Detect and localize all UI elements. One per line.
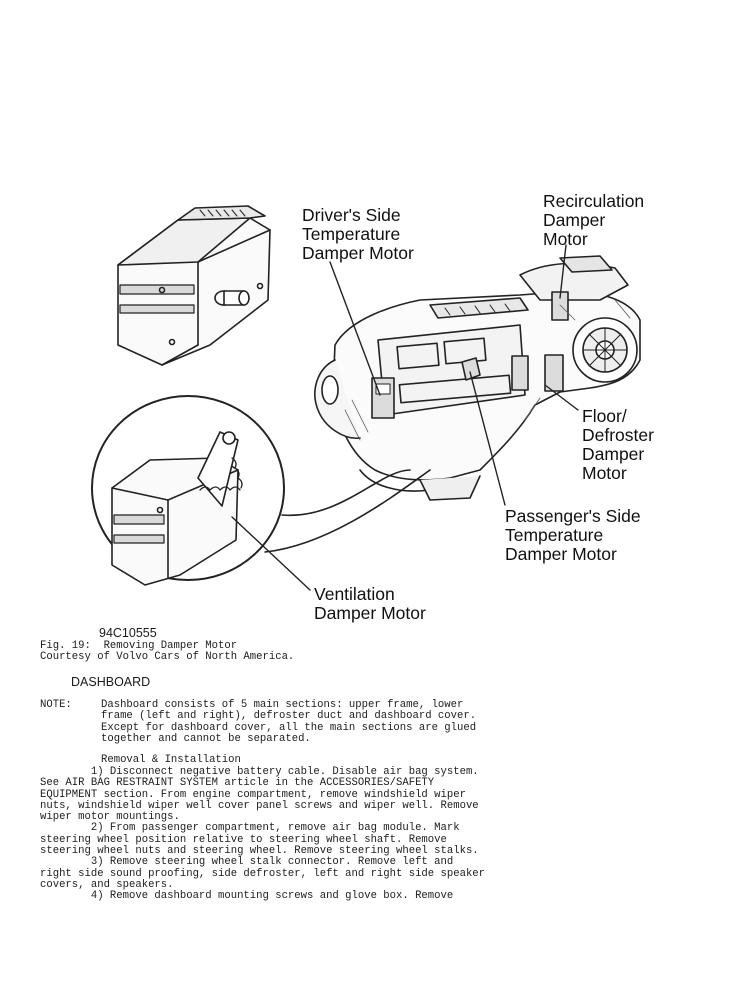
- note-line: Dashboard consists of 5 main sections: upper frame, lower: [101, 699, 464, 711]
- callout-line: Damper: [543, 210, 606, 230]
- callout-passenger-side-temperature-damper-motor: [505, 507, 641, 564]
- callout-line: Ventilation: [314, 584, 395, 604]
- procedure-body: [40, 767, 485, 903]
- callout-line: Damper Motor: [302, 243, 414, 263]
- figure-caption: Fig. 19: Removing Damper Motor: [40, 640, 238, 652]
- procedure-line: wiper motor mountings.: [40, 811, 180, 824]
- callout-floor-defroster-damper-motor: [582, 407, 654, 483]
- procedure-line: steering wheel nuts and steering wheel. Remove steering wheel stalks.: [40, 845, 479, 858]
- callout-line: Defroster: [582, 425, 654, 445]
- procedure-line: steering wheel position relative to steering wheel shaft. Remove: [40, 833, 447, 846]
- procedure-line: covers, and speakers.: [40, 878, 174, 891]
- callout-line: Passenger's Side: [505, 506, 641, 526]
- note-line: frame (left and right), defroster duct and dashboard cover.: [101, 710, 477, 723]
- figure-courtesy: Courtesy of Volvo Cars of North America.: [40, 651, 295, 663]
- figure-id: 94C10555: [99, 626, 157, 640]
- callout-recirculation-damper-motor: [543, 192, 644, 249]
- callout-line: Temperature: [505, 525, 604, 545]
- procedure-line: 4) Remove dashboard mounting screws and glove box. Remove: [40, 890, 454, 903]
- callout-driver-side-temperature-damper-motor: [302, 206, 414, 263]
- callout-line: Motor: [582, 463, 627, 483]
- callout-line: Damper: [582, 444, 645, 464]
- procedure-line: right side sound proofing, side defroster, left and right side speaker: [40, 867, 486, 880]
- callout-ventilation-damper-motor: [314, 585, 426, 623]
- procedure-line: See AIR BAG RESTRAINT SYSTEM article in the ACCESSORIES/SAFETY: [40, 777, 435, 790]
- note-label: NOTE:: [40, 699, 72, 711]
- callout-line: Floor/: [582, 406, 627, 426]
- section-heading: DASHBOARD: [71, 675, 151, 689]
- callout-line: Damper Motor: [505, 544, 617, 564]
- note-line: Except for dashboard cover, all the main sections are glued: [101, 721, 477, 734]
- procedure-line: 1) Disconnect negative battery cable. Disable air bag system.: [40, 766, 479, 778]
- callout-line: Temperature: [302, 224, 401, 244]
- note-body: [101, 700, 476, 745]
- callout-line: Damper Motor: [314, 603, 426, 623]
- damper-motor-drawing: [118, 206, 270, 365]
- procedure-heading: Removal & Installation: [101, 754, 241, 766]
- procedure-line: nuts, windshield wiper well cover panel screws and wiper well. Remove: [40, 799, 479, 812]
- procedure-line: 3) Remove steering wheel stalk connector. Remove left and: [40, 856, 454, 869]
- callout-line: Recirculation: [543, 191, 645, 211]
- note-line: together and cannot be separated.: [101, 732, 311, 745]
- procedure-line: 2) From passenger compartment, remove air bag module. Mark: [40, 822, 460, 835]
- callout-line: Motor: [543, 229, 588, 249]
- callout-line: Driver's Side: [302, 205, 401, 225]
- procedure-line: EQUIPMENT section. From engine compartment, remove windshield wiper: [40, 788, 466, 801]
